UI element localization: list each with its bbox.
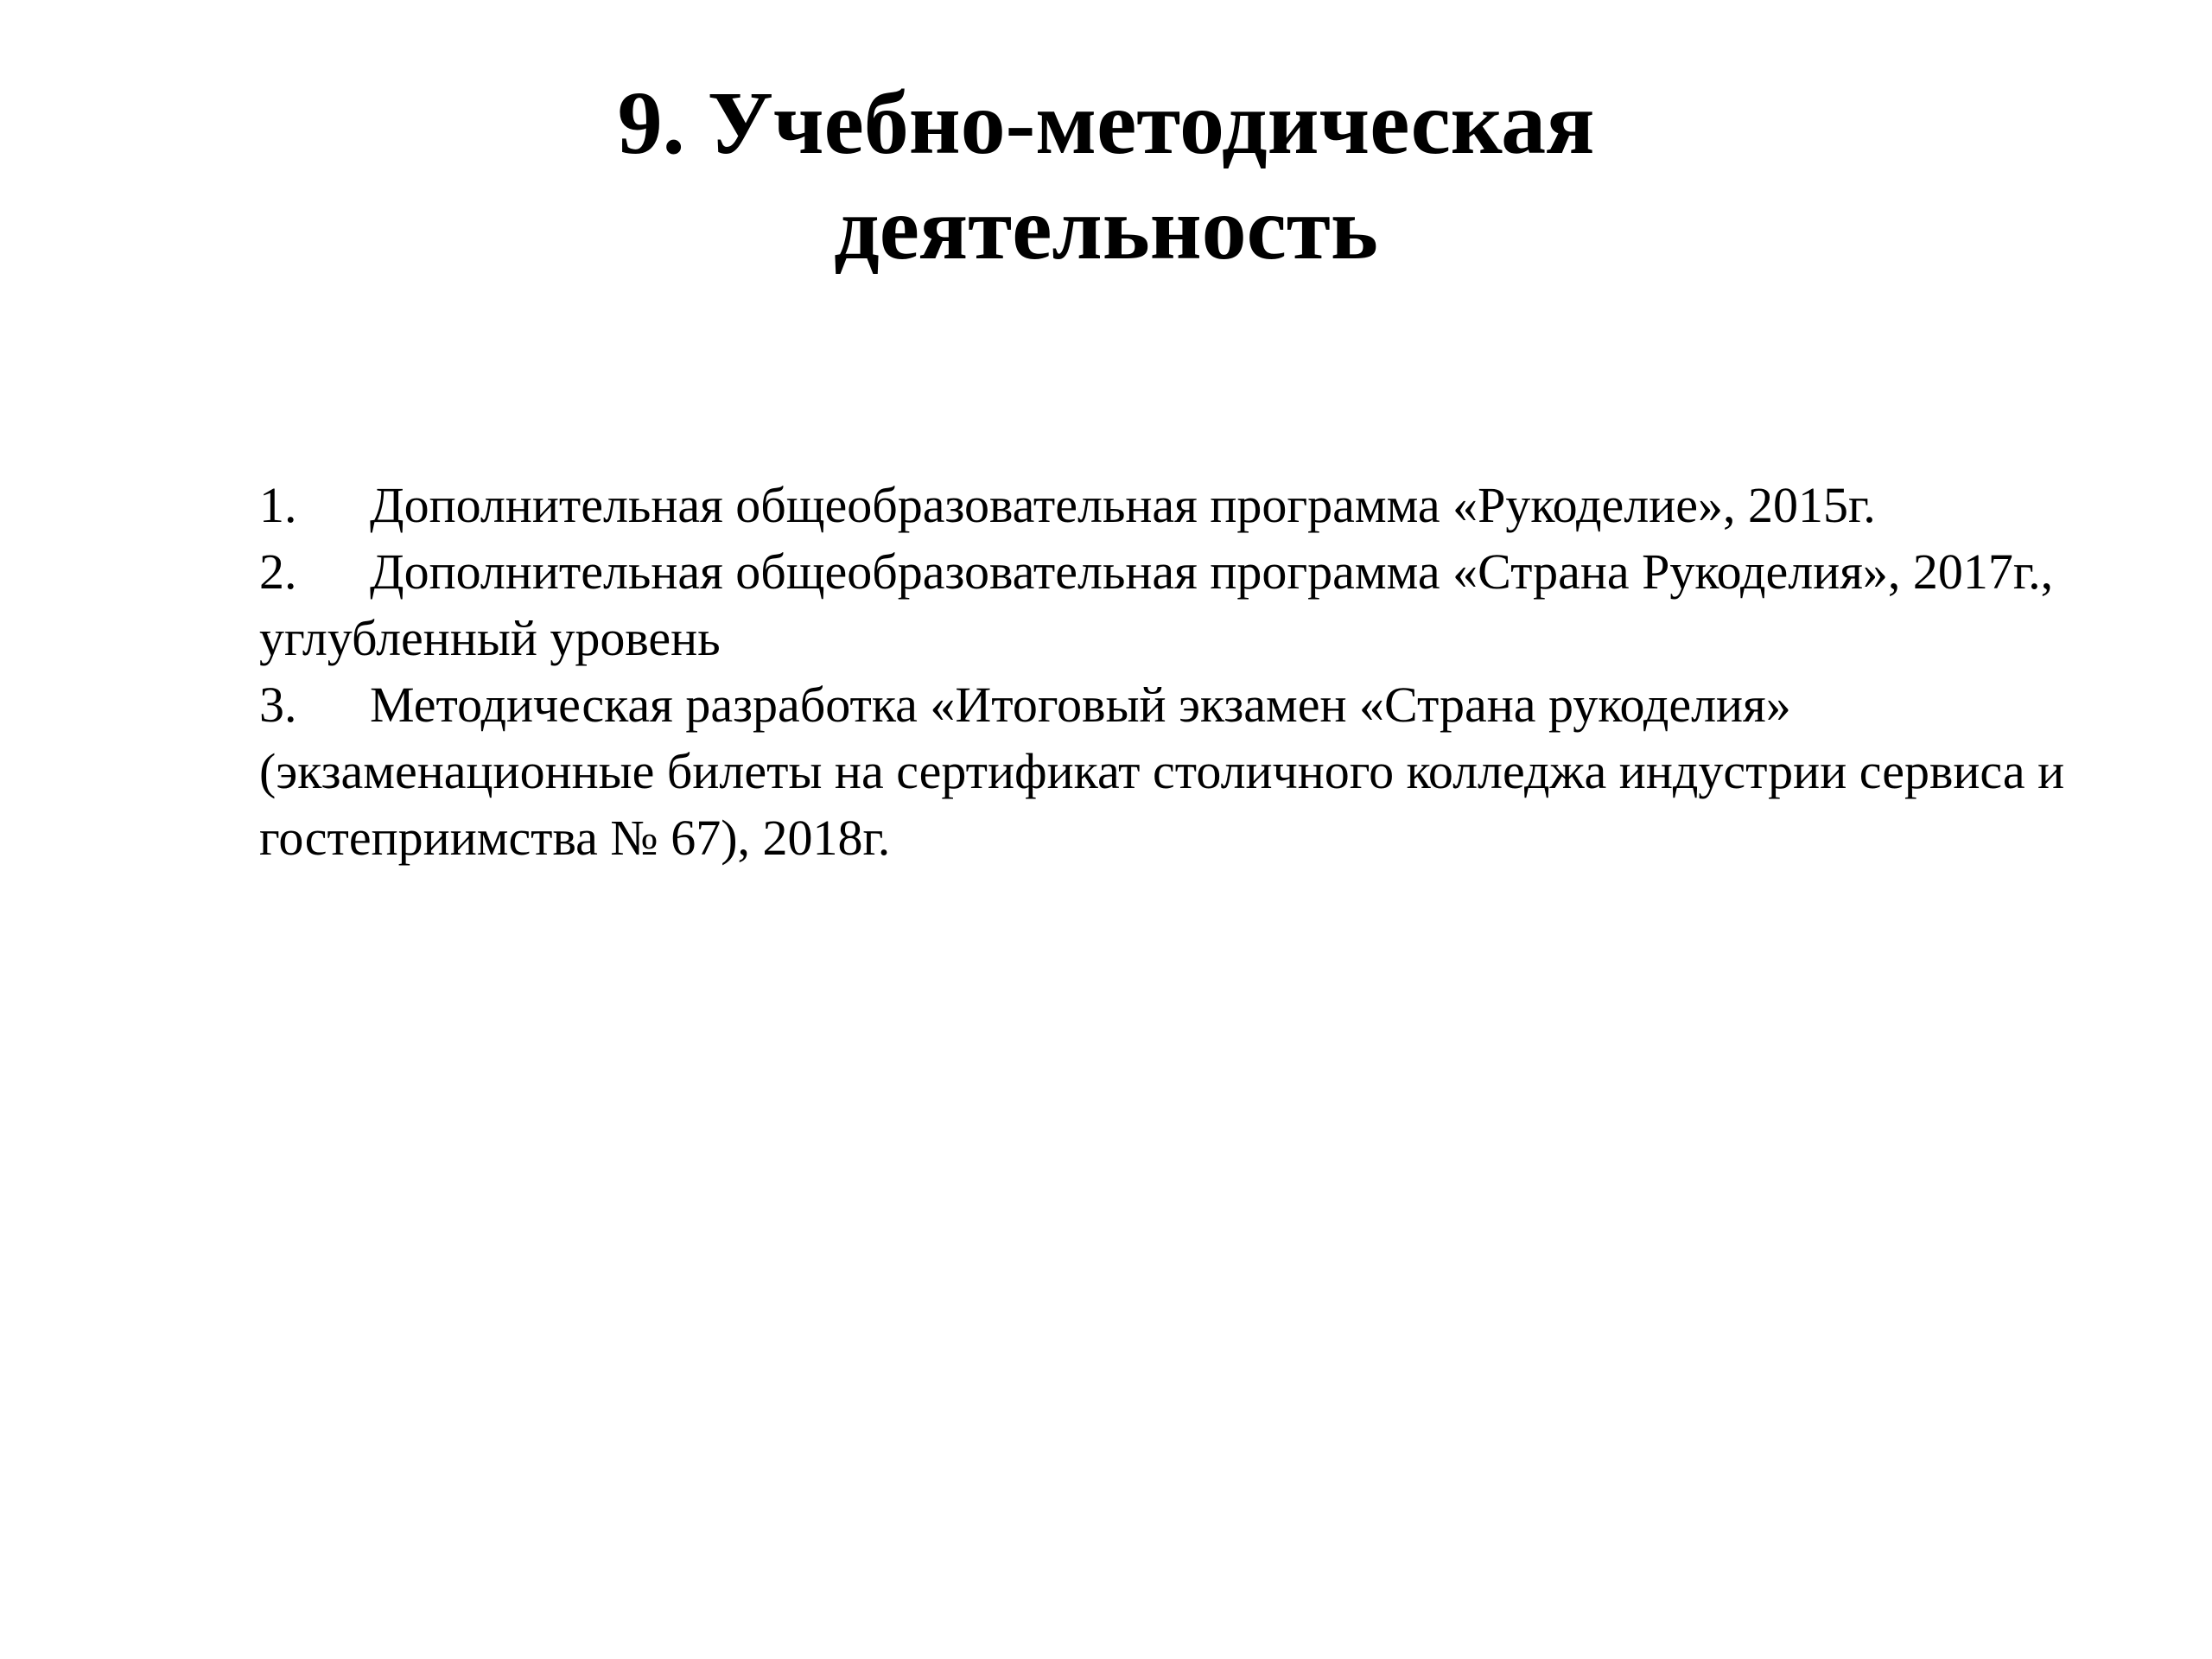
- list-item-number: 3.: [259, 677, 297, 733]
- list-item-text: Дополнительная общеобразовательная программа «Рукоделие», 2015г.: [370, 477, 1876, 533]
- slide-title-line-1: 9. Учебно-методическая: [617, 73, 1595, 173]
- list-item: [259, 538, 2126, 671]
- activity-list: [259, 472, 2126, 871]
- slide-title: [0, 71, 2212, 282]
- list-item-number: 1.: [259, 477, 297, 533]
- list-item-number: 2.: [259, 543, 297, 600]
- slide-title-line-2: деятельность: [834, 179, 1378, 278]
- list-item: [259, 671, 2126, 871]
- list-item-text: Дополнительная общеобразовательная программа «Страна Рукоделия», 2017г., углубленный уровень: [259, 543, 2054, 666]
- list-item: [259, 472, 2126, 538]
- list-item-text: Методическая разработка «Итоговый экзамен «Страна рукоделия» (экзаменационные билеты на сертификат столичного колледжа индустрии сервиса и гостеприимства № 67), 2018г.: [259, 677, 2065, 866]
